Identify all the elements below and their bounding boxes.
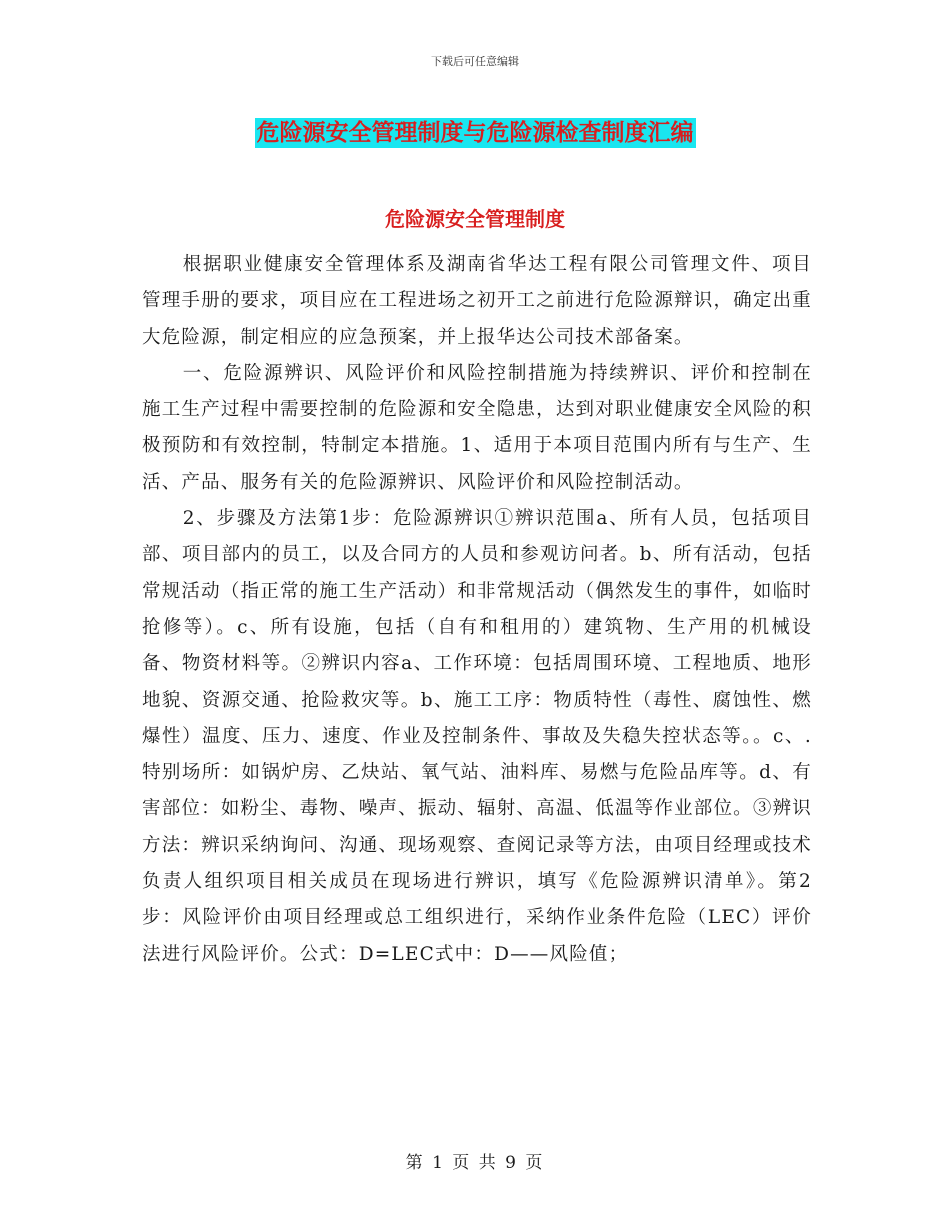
document-title [0,114,950,147]
section-title: 危险源安全管理制度 [385,207,565,231]
document-title-text: 危险源安全管理制度与危险源检查制度汇编 [256,120,694,146]
page-footer: 第 1 页 共 9 页 [405,1153,545,1173]
paragraph-steps: 2、步骤及方法第1步：危险源辨识①辨识范围a、所有人员，包括项目部、项目部内的员工，以及合同方的人员和参观访问者。b、所有活动，包括常规活动（指正常的施工生产活动）和非常规活动（偶然发生的事件，如临时抢修等）。c、所有设施，包括（自有和租用的）建筑物、生产用的机械设备、物资材料等。②辨识内容a、工作环境：包括周围环境、工程地质、地形地貌、资源交通、抢险救灾等。b、施工工序：物质特性（毒性、腐蚀性、燃爆性）温度、压力、速度、作业及控制条件、事故及失稳失控状态等。。c、.特别场所：如锅炉房、乙炔站、氧气站、油料库、易燃与危险品库等。d、有害部位：如粉尘、毒物、噪声、振动、辐射、高温、低温等作业部位。③辨识方法：辨识采纳询问、沟通、现场观察、查阅记录等方法，由项目经理或技术负责人组织项目相关成员在现场进行辨识，填写《危险源辨识清单》。第2步：风险评价由项目经理或总工组织进行，采纳作业条件危险（LEC）评价法进行风险评价。公式：D=LEC式中：D——风险值； [142,508,812,965]
header-note: 下载后可任意编辑 [431,55,519,68]
body-text [142,247,812,973]
paragraph-intro: 根据职业健康安全管理体系及湖南省华达工程有限公司管理文件、项目管理手册的要求，项目应在工程进场之初开工之前进行危险源辩识，确定出重大危险源，制定相应的应急预案，并上报华达公司技术部备案。 [142,254,812,348]
paragraph-section-one: 一、危险源辨识、风险评价和风险控制措施为持续辨识、评价和控制在施工生产过程中需要控制的危险源和安全隐患，达到对职业健康安全风险的积极预防和有效控制，特制定本措施。1、适用于本项目范围内所有与生产、生活、产品、服务有关的危险源辨识、风险评价和风险控制活动。 [142,362,812,493]
